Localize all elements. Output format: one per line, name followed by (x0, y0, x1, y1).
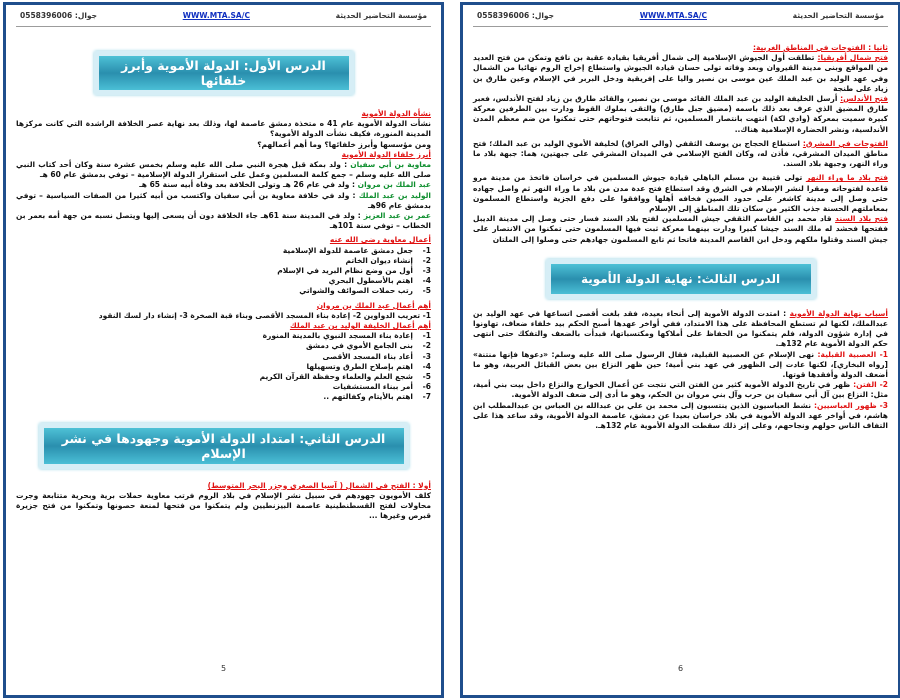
sind-label: فتح بلاد السند (835, 214, 888, 224)
caliphs-title: أبرز خلفاء الدولة الأموية (341, 149, 431, 159)
rise-title: نشأة الدولة الأموية (361, 109, 431, 118)
caliph-text: ولد في عام 26 هـ وتولى الخلافة بعد وفاة أبيه سنة 65 هـ (139, 180, 350, 190)
lesson-2-body (16, 481, 431, 522)
list-item: 3- أعاد بناء المسجد الأقصى (322, 351, 431, 361)
caliph-entry: معاوية بن أبي سفيان : ولد بمكة قبل هجرة النبي صلى الله عليه وسلم بخمس عشرة سنة وكان أحد كتاب النبي صلى الله عليه وسلم – جمع كلمة المسلمين وعمل على استقرار الدولة الإسلامية – توفي بدمشق عام 60 هـ (16, 160, 431, 180)
list-item: 4- اهتم بإصلاح الطرق وتسهيلها (306, 361, 431, 371)
caliph-entry: الوليد بن عبد الملك : ولد في خلافة معاوية بن أبي سفيان واكتسب من أبيه كثيرا من الصفات السياسية – توفي بدمشق عام 96هـ (16, 190, 431, 210)
reason-label: 3- ظهور العباسيين: (813, 400, 888, 410)
andalus-text: أرسل الخليفة الوليد بن عبد الملك القائد موسى بن نصير، والقائد طارق بن زياد لفتح الأندلس، فعبر طارق المضيق الذي عرف بعد ذلك باسمه (مضيق جبل طارق) والتقى بملوك القوط ودارت بين الطرفين معركة كبيرة سميت بمعركة (وادي لكة) انتهت بانتصار المسلمين، ثم تتابعت فتوحاتهم حتى تمكنوا من ضم معظم المدن الأندلسية، ونشر الحضارة الإسلامية هناك.. (473, 94, 888, 134)
caliph-name: عبد الملك بن مروان (357, 180, 431, 190)
north-text: كلف الأمويون جهودهم في سبيل نشر الإسلام في بلاد الروم فرتب معاوية حملات برية وبحرية متتابعة وجرت محاولات لفتح القسطنطينية عاصمة البيزنطيين ولم يتمكنوا من فتحها لمنعة حصونها وتمكنوا من فتح جزيرة قبرص وغيرها ... (16, 490, 431, 521)
reason-item (473, 401, 888, 432)
fall-paragraph: أسباب نهاية الدولة الأموية : امتدت الدولة الأموية إلى أنحاء بعيدة، فقد بلغت أقصى اتساعها في عهد الوليد بن عبدالملك، لكنها لم تستطع المحافظة على هذا الامتداد، ففي أواخر عهدها أصبح الحكم بيد خلفاء ضعاف، تهاونوا في إدارة شؤون الدولة، فلم يتمكنوا من الحفاظ على أملاكها ومكتسباتها، فبدأت بالضعف والتفكك حتى انتهى حكم الدولة الأموية عام 132هـ. (473, 308, 888, 349)
abdulmalik-works: 1- تعريب الدواوين 2- إعادة بناء المسجد الأقصى وبناء قبة الصخرة 3- إنشاء دار لسك النقود (98, 310, 431, 320)
reason-item (473, 350, 888, 381)
lesson-1-banner (94, 51, 354, 95)
list-item: 2- إنشاء ديوان الخاتم (345, 255, 431, 265)
east-paragraph (473, 139, 888, 170)
lesson-3-title: الدرس الثالث: نهاية الدولة الأموية (580, 271, 781, 286)
caliph-text: ولد بمكة قبل هجرة النبي صلى الله عليه وسلم بخمس عشرة سنة وكان أحد كتاب النبي صلى الله عليه وسلم – جمع كلمة المسلمين وعمل على استقرار الدولة الإسلامية – توفي بدمشق عام 60 هـ (16, 160, 431, 180)
list-item: 2- بنى الجامع الأموي في دمشق (305, 341, 431, 351)
reason-text: ظهر في تاريخ الدولة الأموية كثير من الفتن التي نتجت عن أعمال الخوارج والنزاع داخل بيت بني أمية، مثل: النزاع بين آل أبي سفيان بن حرب وآل بني مروان بن الحكم، وهو ما أدى إلى ضعف الدولة الأموية. (473, 380, 888, 400)
rise-question: ومن مؤسسها وأبرز خلفائها؟ وما أهم أعمالهم؟ (257, 139, 431, 149)
reason-text: نشط العباسيون الذين ينتسبون إلى محمد بن علي بن عبدالله بن العباس بن عبدالمطلب ابن هاشم، في أواخر عهد الدولة الأموية في بلاد خراسان بعيدا عن دمشق، عاصمة الدولة الأموية، وقد ساعد هذا على التفاف الناس حولهم ونجاحهم، وعلى إثر ذلك سقطت الدولة الأموية عام 132هـ. (473, 400, 888, 431)
list-item: 3- أول من وضع نظام البريد في الإسلام (277, 266, 431, 276)
west-title: ثانيا : الفتوحات في المناطق الغربية: (752, 43, 888, 52)
page-header (473, 5, 888, 27)
reason-label: 1- العصبية القبلية: (817, 349, 888, 359)
org-name: مؤسسة التحاضير الحديثة (792, 11, 884, 20)
lesson-2-banner (39, 423, 409, 469)
list-item: 1- إعادة بناء المسجد النبوي بالمدينة المنورة (262, 331, 431, 341)
caliph-name: عمر بن عبد العزيز (363, 211, 431, 221)
africa-label: فتح شمال أفريقيا: (817, 53, 888, 63)
caliph-text: ولد في خلافة معاوية بن أبي سفيان واكتسب من أبيه كثيرا من الصفات السياسية – توفي بدمشق عام 96هـ (16, 190, 431, 210)
andalus-label: فتح الأندلس: (840, 94, 888, 104)
reason-text: نهى الإسلام عن العصبية القبلية، فقال الرسول صلى الله عليه وسلم: «دعوها فإنها منتنة» [رواه البخاري]، لكنها عادت إلى الظهور في عهد بني أمية؛ حين ظهر النزاع بين بعض القبائل العربية، وهو ما أضعف الدولة وأفقدها قوتها. (473, 349, 888, 380)
page-number: 5 (220, 664, 227, 673)
list-item: 7- اهتم بالأيتام وكفالتهم .. (323, 392, 431, 402)
transoxiana-text: تولى قتيبة بن مسلم الباهلي قيادة جيوش المسلمين في خراسان فاتخذ من مدينة مرو قاعدة لفتوحاته ومقرا لنشر الإسلام في الشرق وقد استطاع فتح عدة مدن من بلاد ما وراء النهر ثم واصل جهاده حتى وصل إلى مدينة كاشغر على حدود الصين فخافه أهلها ووافقوا على دفع الجزية واستطاع المسلمون بمعاملتهم الحسنة جذب الكثير من سكان تلك المناطق إلى الإسلام (473, 173, 888, 214)
lesson-1-body (16, 109, 431, 403)
list-item: 5- رتب حملات الصوائف والشواتي (299, 286, 431, 296)
east-text: استطاع الحجاج بن يوسف الثقفي (والي العراق) لخليفة الأموي الوليد بن عبد الملك؛ فتح مناطق الميدان المشرقي، فأذن له، وكان الفتح الإسلامي في الميدان المشرقي على جبهتين، هما: جبهة بلاد ما وراء النهر، وجبهة بلاد السند. (473, 138, 888, 169)
sind-text: قاد محمد بن القاسم الثقفي جيش المسلمين لفتح بلاد السند فسار حتى وصل إلى مدينة الديبل ففتحها فحشد له ملك السند جيشا كبيرا ودارت بينهما معركة ثبت فيها المسلمون حتى تمكنوا من الانتصار على جيش السند وقتلوا ملكهم ودخل ابن القاسم المدينة فاتحا ثم تابع المسلمون جهادهم حتى وصلوا إلى الملتان (473, 214, 888, 244)
reason-item (473, 380, 888, 400)
caliph-text: ولد في المدينة سنة 61هـ جاء الخلافة دون أن يسعى إليها ويتصل نسبه من جهة أمه بعمر بن الخطاب – توفي سنة 101هـ (16, 211, 431, 231)
page-header (16, 5, 431, 27)
abdulmalik-works-title: أهم أعمال عبد الملك بن مروان (316, 300, 431, 310)
lesson-3-body (473, 309, 888, 431)
walid-works-title: أهم أعمال الخليفة الوليد بن عبد الملك (289, 321, 431, 331)
lesson-2-continued (473, 43, 888, 245)
list-item: 5- شجع العلم والعلماء وحفظة القرآن الكريم (259, 372, 431, 382)
lesson-2-title: الدرس الثاني: امتداد الدولة الأموية وجهودها في نشر الإسلام (61, 430, 386, 461)
page-number: 6 (677, 664, 684, 673)
africa-paragraph (473, 53, 888, 94)
caliph-entry: عبد الملك بن مروان : ولد في عام 26 هـ وتولى الخلافة بعد وفاة أبيه سنة 65 هـ (139, 180, 431, 190)
phone-number: جوال: 0558396006 (20, 11, 97, 20)
north-title: أولا : الفتح في الشمال ( آسيا الصغرى وجزر البحر المتوسط) (207, 480, 431, 490)
fall-text: امتدت الدولة الأموية إلى أنحاء بعيدة، فقد بلغت أقصى اتساعها في عهد الوليد بن عبدالملك، لكنها لم تستطع المحافظة على هذا الامتداد، ففي أواخر عهدها أصبح الحكم بيد خلفاء ضعاف، تهاونوا في إدارة شؤون الدولة، فلم يتمكنوا من الحفاظ على أملاكها ومكتسباتها، فبدأت بالضعف والتفكك حتى انتهى حكم الدولة الأموية عام 132هـ. (473, 308, 888, 349)
caliph-entry: عمر بن عبد العزيز : ولد في المدينة سنة 61هـ جاء الخلافة دون أن يسعى إليها ويتصل نسبه من جهة أمه بعمر بن الخطاب – توفي سنة 101هـ (16, 211, 431, 231)
list-item: 6- أمر ببناء المستشفيات (332, 382, 431, 392)
org-name: مؤسسة التحاضير الحديثة (335, 11, 427, 20)
muawiya-works-title: أعمال معاوية رضي الله عنه (329, 235, 431, 245)
fall-label: أسباب نهاية الدولة الأموية (789, 308, 888, 318)
rise-text: نشأت الدولة الأموية عام 41 ه متخذة دمشق عاصمة لها، وذلك بعد نهاية عصر الخلافة الراشدة التي كانت مركزها المدينة المنورة، فكيف نشأت الدولة الأموية؟ (16, 119, 431, 139)
list-item: 4- اهتم بالأسطول البحري (328, 276, 431, 286)
list-item: 1- جعل دمشق عاصمة للدولة الإسلامية (282, 245, 431, 255)
page-6 (460, 2, 900, 698)
phone-number: جوال: 0558396006 (477, 11, 554, 20)
website-link[interactable]: WWW.MTA.SA/C (182, 11, 250, 20)
lesson-1-title: الدرس الأول: الدولة الأموية وأبرز خلفائها (121, 58, 326, 88)
sind-paragraph (473, 214, 888, 245)
reason-label: 2- الفتن: (853, 380, 888, 390)
website-link[interactable]: WWW.MTA.SA/C (639, 11, 707, 20)
andalus-paragraph (473, 94, 888, 135)
caliph-name: الوليد بن عبد الملك (358, 190, 431, 200)
transoxiana-paragraph (473, 173, 888, 214)
page-5 (3, 2, 444, 698)
africa-text: تطلقت أول الجيوش الإسلامية إلى شمال أفريقيا بقيادة عقبة بن نافع وتمكن من فتح العديد من المواقع وبنى مدينة القيروان وبعد وفاته تولى حسان قيادة الجيوش واستطاع إخراج الروم نهائيا من الشمال وفي عهد الوليد بن عبد الملك عين موسى بن نصير واليا على إفريقية ودخل البربر في الإسلام وعين طارق بن زياد على طنجة (473, 53, 888, 93)
transoxiana-label: فتح بلاد ما وراء النهر (806, 173, 888, 183)
lesson-3-banner (546, 259, 816, 299)
caliph-name: معاوية بن أبي سفيان (350, 160, 431, 170)
east-label: الفتوحات في المشرق: (802, 138, 888, 148)
